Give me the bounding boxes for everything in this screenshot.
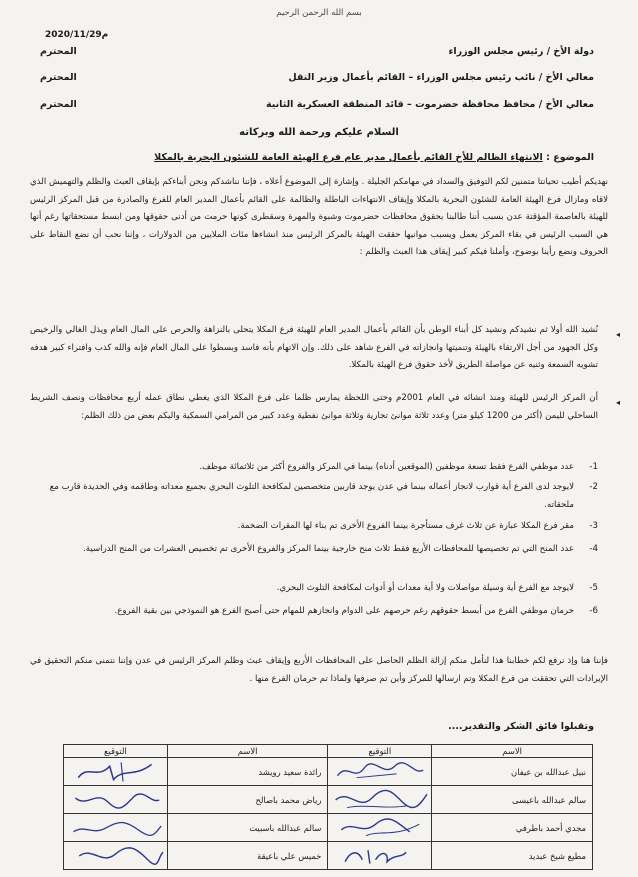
table-row <box>64 786 593 814</box>
item-text: حرمان موظفي الفرع من أبسط حقوقهم رغم حرصهم على الدوام وانجازهم للمهام حتى أصبح الفرع هو النموذجي بين بقية الفروع. <box>114 606 574 616</box>
table-row <box>64 814 593 842</box>
recipient-honorific: المحترم <box>40 46 77 57</box>
item-number: 6- <box>589 606 598 616</box>
item-number: 5- <box>589 583 598 593</box>
item-number: 4- <box>589 544 598 554</box>
signature-image <box>328 842 432 870</box>
recipient-title: معالي الأخ / محافظ محافظة حضرموت – قائد المنطقة العسكرية الثانية <box>265 99 594 110</box>
signature-image <box>64 842 168 870</box>
closing-line: وتقبلوا فائق الشكر والتقدير.... <box>448 721 594 732</box>
signer-name: رياض محمد باصالح <box>167 786 328 814</box>
item-number: 1- <box>589 462 598 472</box>
item-text: لايوجد مع الفرع أية وسيلة مواصلات ولا أية معدات أو أدوات لمكافحة التلوث البحري. <box>276 583 574 593</box>
table-row <box>64 758 593 786</box>
letter-date: 2020/11/29م <box>45 30 109 40</box>
signer-name: نبيل عبدالله بن عيفان <box>432 758 593 786</box>
signature-image <box>64 814 168 842</box>
item-text: مقر فرع المكلا عبارة عن ثلاث غرف مستأجرة بينما الفروع الأخرى تم بناء لها المقرات الضخمة. <box>237 521 574 531</box>
signer-name: سالم عبدالله باسبيت <box>167 814 328 842</box>
point-2: أن المركز الرئيس للهيئة ومنذ انشائه في العام 2001م وحتى اللحظة يمارس ظلما على فرع المكلا الذي يغطي نطاق عمله أربع محافظات ونصف الشريط الساحلي لليمن (أكثر من 1200 كيلو متر) وعدد ثلاثة موانئ تجارية وثلاثة موانئ نفطية وعدد كبير من المرامي السمكية واليكم بعض من ذلك الظلم: <box>30 393 598 421</box>
signature-table <box>63 744 593 870</box>
recipient-2 <box>40 72 594 86</box>
recipient-1 <box>40 46 594 60</box>
signature-image <box>328 814 432 842</box>
conclusion-paragraph: فإننا هنا وإذ نرفع لكم خطابنا هذا لنأمل منكم إزالة الظلم الحاصل على المحافظات الأربع وإيقاف عبث وظلم المركز الرئيس في عدن وإننا نتمنى منكم التحقيق في الإيرادات التي تحققت من فرع المكلا وتم ارسالها للمركز وأين تم صرفها ولماذا تم حرمان الفرع منها . <box>30 656 608 684</box>
recipient-3 <box>40 99 594 113</box>
item-text: لايوجد لدى الفرع أية قوارب لانجاز أعماله بينما في عدن يوجد قاربين متخصصين لمكافحة التلوث البحري بجميع معداته وطاقمه وفي الحديدة قارب مع ملحقاته. <box>49 482 574 510</box>
recipient-title: معالي الأخ / نائب رئيس مجلس الوزراء – القائم بأعمال وزير النقل <box>288 72 594 83</box>
name-column-header: الاسم <box>167 745 328 758</box>
point-1: نُشيد الله أولا ثم نشيدكم ونشيد كل أبناء الوطن بأن القائم بأعمال المدير العام للهيئة فرع المكلا يتحلى بالنزاهة والحرص على المال العام ويذل الغالي والرخيص وكل الجهود من أجل الارتقاء بالهيئة وتنميتها وانجازاته في الفرع شاهد على ذلك. وإن الاتهام بأنه فاسد وبسطوا على المال العام فإنه والله كذب وافتراء كبير هدفه تشويه السمعة وثنيه عن مواصلة الطريق لأخذ حقوق فرع الهيئة بالمكلا. <box>30 325 598 370</box>
greeting: السلام عليكم ورحمة الله وبركاته <box>239 127 399 138</box>
signature-image <box>328 758 432 786</box>
item-text: عدد موظفي الفرع فقط تسعة موظفين (الموقعين أدناه) بينما في المركز والفروع أكثر من ثلاثمائة موظف. <box>199 462 574 472</box>
table-row <box>64 842 593 870</box>
basmala: بسم الله الرحمن الرحيم <box>276 8 362 18</box>
signature-image <box>328 786 432 814</box>
signer-name: مجدي أحمد باطرفي <box>432 814 593 842</box>
signature-table-header <box>64 745 593 758</box>
recipient-title: دولة الأخ / رئيس مجلس الوزراء <box>448 46 594 57</box>
signer-name: مطيع شيخ عبديد <box>432 842 593 870</box>
intro-paragraph: نهديكم أطيب تحيانتا متمنين لكم التوفيق والسداد في مهامكم الجليلة . وإشارة إلى الموضوع أعلاه ، فإننا نناشدكم ونحن أبناءكم بإيقاف العبث والظلم والتهميش الذي لاقاه ومازال فرع الهيئة العامة للشئون البحرية بالمكلا وإيقاف الانتهاءات الباطلة والظالمة على القائم بأعمال المدير العام للفرع والصادرة من قبل المركز الرئيس للهيئة بالعاصمة المؤقتة عدن بسبب أننا طالبنا بحقوق محافظات حضرموت وشبوة والمهرة وسقطرى كونها حرمت من أدنى حقوقها ومن ابسط مستحقاتها رغم أنها هي السبب الرئيس في بقاء المركز يعمل ويسبب موانيها حققت الهيئة بالمركز الرئيس منذ انشاءها مئات الملايين من الدولارات ، وإننا نحب أن نضع النقاط على الحروف ونضع رأينا بوضوح، وأملنا فيكم كبير إيقاف هذا العبث والظلم : <box>30 177 608 257</box>
signature-column-header: التوقيع <box>328 745 432 758</box>
item-number: 2- <box>589 482 598 492</box>
recipient-honorific: المحترم <box>40 99 77 110</box>
bullet-marker: ◂ <box>615 330 620 339</box>
item-number: 3- <box>589 521 598 531</box>
subject-line <box>40 152 594 163</box>
signature-column-header: التوقيع <box>64 745 168 758</box>
item-text: عدد المنح التي تم تخصيصها للمحافظات الأربع فقط ثلاث منح خارجية بينما المركز والفروع الأخرى تم تخصيص العشرات من المنح الدراسية. <box>83 544 574 554</box>
subject-label: الموضوع : <box>546 152 594 163</box>
bullet-marker: ◂ <box>615 398 620 407</box>
signer-name: سالم عبدالله باعيسى <box>432 786 593 814</box>
signer-name: خميس علي باعيقة <box>167 842 328 870</box>
signer-name: رائدة سعيد رويشد <box>167 758 328 786</box>
subject-text: الانتهاء الظالم للأخ القائم بأعمال مدير عام فرع الهيئة العامة للشئون البحرية بالمكلا <box>154 152 543 163</box>
signature-image <box>64 786 168 814</box>
name-column-header: الاسم <box>432 745 593 758</box>
signature-image <box>64 758 168 786</box>
recipient-honorific: المحترم <box>40 72 77 83</box>
